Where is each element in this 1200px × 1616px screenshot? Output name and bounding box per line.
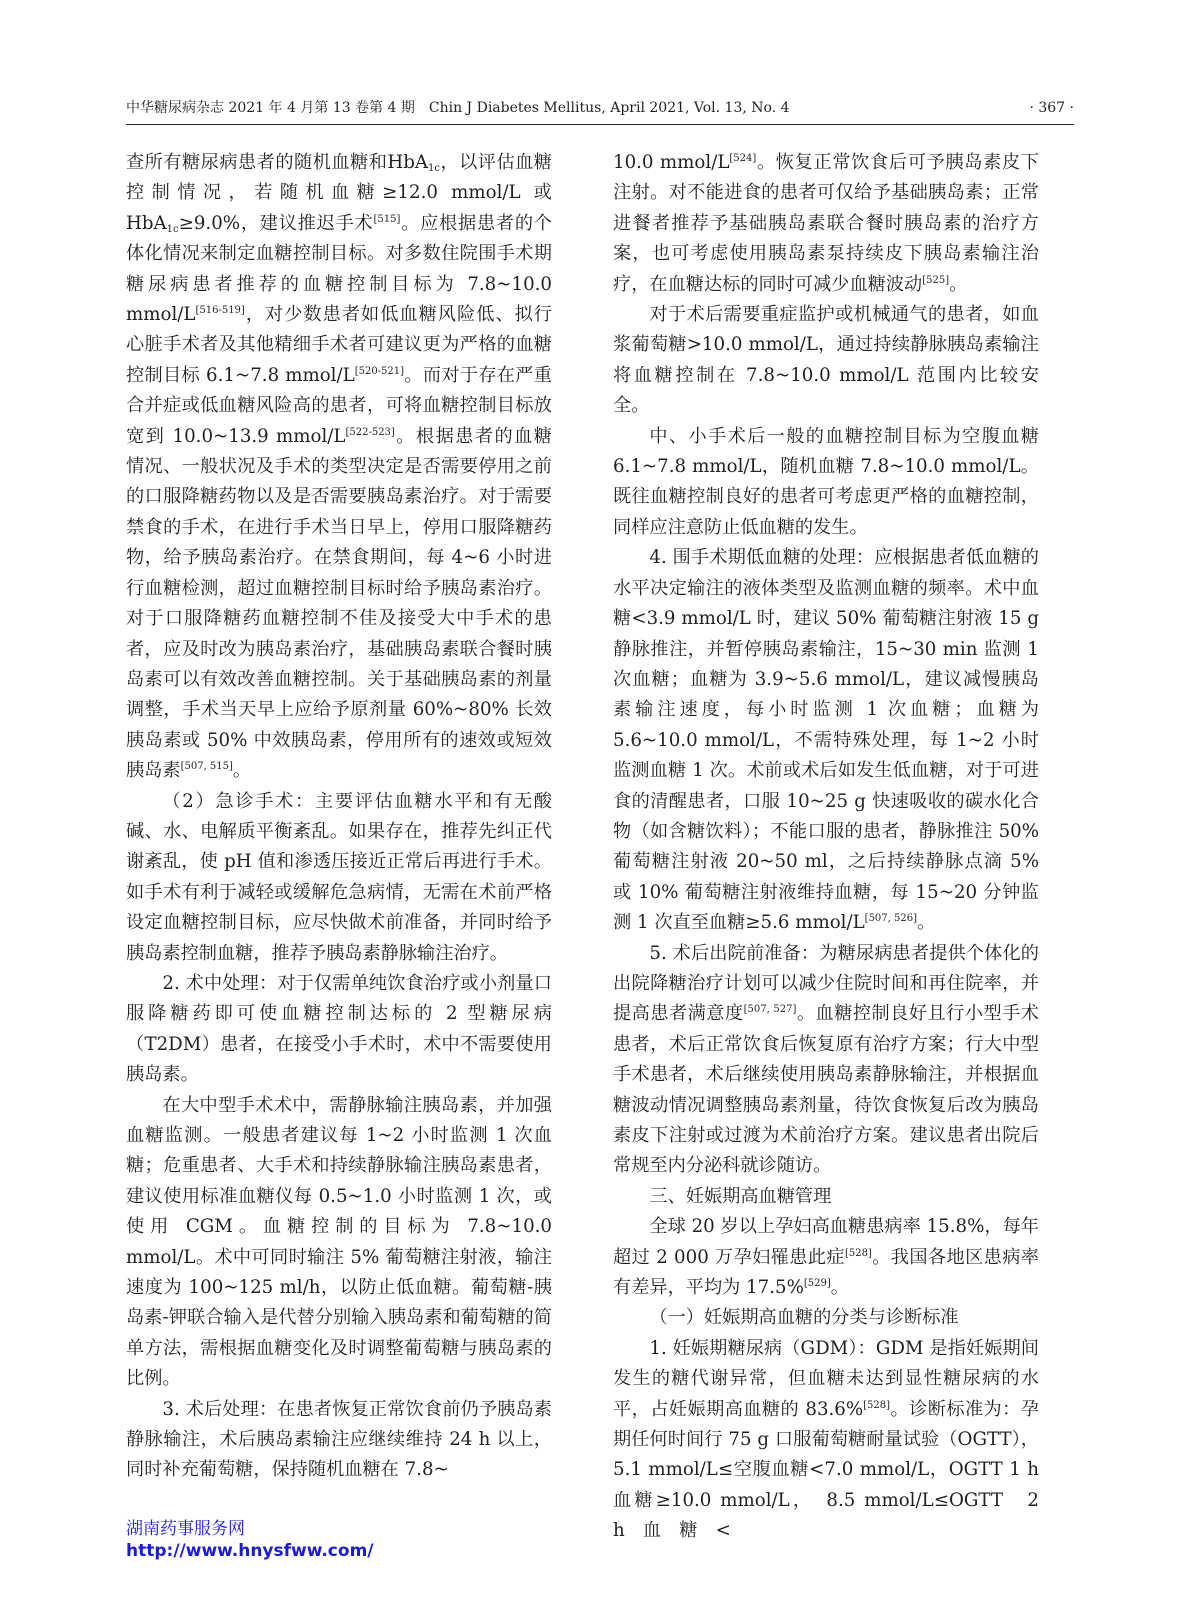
paragraph: （2）急诊手术：主要评估血糖水平和有无酸碱、水、电解质平衡紊乱。如果存在，推荐先纠正代谢紊乱，使 pH 值和渗透压接近正常后再进行手术。如手术有利于减轻或缓解危急病情，无需在术前严格设定血糖控制目标，应尽快做术前准备，并同时给予胰岛素控制血糖，推荐予胰岛素静脉输注治疗。 [126, 790, 552, 964]
citation-ref: [522-523] [345, 426, 395, 438]
citation-ref: [528] [863, 1399, 891, 1411]
paragraph: 对于术后需要重症监护或机械通气的患者，如血浆葡萄糖>10.0 mmol/L，通过持续静脉胰岛素输注将血糖控制在 7.8~10.0 mmol/L 范围内比较安全。 [613, 304, 1039, 417]
paragraph: 10.0 mmol/L[524]。恢复正常饮食后可予胰岛素皮下注射。对不能进食的患者可仅给予基础胰岛素；正常进餐者推荐予基础胰岛素联合餐时胰岛素的治疗方案，也可考虑使用胰岛素泵持续皮下胰岛素输注治疗，在血糖达标的同时可减少血糖波动[525]。 [613, 152, 1039, 295]
section-heading: 三、妊娠期高血糖管理 [649, 1185, 832, 1207]
paragraph: 5. 术后出院前准备：为糖尿病患者提供个体化的出院降糖治疗计划可以减少住院时间和再住院率，并提高患者满意度[507, 527]。血糖控制良好且行小型手术患者，术后正常饮食后恢复原有治疗方案；行大中型手术患者，术后继续使用胰岛素静脉输注，并根据血糖波动情况调整胰岛素剂量，待饮食恢复后改为胰岛素皮下注射或过渡为术前治疗方案。建议患者出院后常规至内分泌科就诊随访。 [613, 942, 1039, 1177]
citation-ref: [507, 526] [864, 913, 918, 925]
paragraph: 3. 术后处理：在患者恢复正常饮食前仍予胰岛素静脉输注，术后胰岛素输注应继续维持 24 h 以上，同时补充葡萄糖，保持随机血糖在 7.8~ [126, 1398, 552, 1481]
subsection-heading: （一）妊娠期高血糖的分类与诊断标准 [649, 1307, 959, 1329]
paragraph: 1. 妊娠期糖尿病（GDM）：GDM 是指妊娠期间发生的糖代谢异常，但血糖未达到显性糖尿病的水平，占妊娠期高血糖的 83.6%[528]。诊断标准为：孕期任何时间行 75 g 口服葡萄糖耐量试验（OGTT），5.1 mmol/L≤空腹血糖<7.0 mmol/L，OGTT 1 h 血糖≥10.0 mmol/L， 8.5 mmol/L≤OGTT 2 h 血 糖 < [613, 1337, 1058, 1542]
running-header [126, 96, 1074, 125]
paragraph: 中、小手术后一般的血糖控制目标为空腹血糖 6.1~7.8 mmol/L，随机血糖 7.8~10.0 mmol/L。既往血糖控制良好的患者可考虑更严格的血糖控制，同样应注意防止低血糖的发生。 [613, 425, 1039, 538]
citation-ref: [507, 527] [743, 1004, 797, 1016]
journal-citation: 中华糖尿病杂志 2021 年 4 月第 13 卷第 4 期 Chin J Diabetes Mellitus, April 2021, Vol. 13, No. 4 [126, 100, 790, 116]
site-name: 湖南药事服务网 [126, 1519, 245, 1539]
paragraph: 4. 围手术期低血糖的处理：应根据患者低血糖的水平决定输注的液体类型及监测血糖的频率。术中血糖<3.9 mmol/L 时，建议 50% 葡萄糖注射液 15 g 静脉推注，并暂停胰岛素输注，15~30 min 监测 1 次血糖；血糖为 3.9~5.6 mmol/L，建议减慢胰岛素输注速度，每小时监测 1 次血糖；血糖为 5.6~10.0 mmol/L，不需特殊处理，每 1~2 小时监测血糖 1 次。术前或术后如发生低血糖，对于可进食的清醒患者，口服 10~25 g 快速吸收的碳水化合物（如含糖饮料）；不能口服的患者，静脉推注 50% 葡萄糖注射液 20~50 ml，之后持续静脉点滴 5% 或 10% 葡萄糖注射液维持血糖，每 15~20 分钟监测 1 次直至血糖≥5.6 mmol/L[507, 526]。 [613, 547, 1039, 934]
citation-ref: [524] [729, 153, 757, 164]
watermark-footer [126, 1518, 374, 1562]
left-column [126, 148, 552, 1486]
citation-ref: [516-519] [195, 305, 245, 317]
citation-ref: [507, 515] [180, 761, 233, 773]
citation-ref: [528] [844, 1247, 872, 1259]
paragraph: 在大中型手术术中，需静脉输注胰岛素，并加强血糖监测。一般患者建议每 1~2 小时监测 1 次血糖；危重患者、大手术和持续静脉输注胰岛素患者，建议使用标准血糖仪每 0.5~1.0 小时监测 1 次，或使用 CGM。血糖控制的目标为 7.8~10.0 mmol/L。术中可同时输注 5% 葡萄糖注射液，输注速度为 100~125 ml/h，以防止低血糖。葡萄糖-胰岛素-钾联合输入是代替分别输入胰岛素和葡萄糖的简单方法，需根据血糖变化及时调整葡萄糖与胰岛素的比例。 [126, 1094, 552, 1390]
citation-ref: [529] [803, 1278, 831, 1290]
paragraph: 查所有糖尿病患者的随机血糖和HbA$_{1c}$，以评估血糖控制情况，若随机血糖≥12.0 mmol/L 或 HbA$_{1c}$≥9.0%，建议推迟手术[515]。应根据患者的个体化情况来制定血糖控制目标。对多数住院围手术期糖尿病患者推荐的血糖控制目标为 7.8~10.0 mmol/L[516-519]，对少数患者如低血糖风险低、拟行心脏手术者及其他精细手术者可建议更为严格的血糖控制目标 6.1~7.8 mmol/L[520-521]。而对于存在严重合并症或低血糖风险高的患者，可将血糖控制目标放宽到 10.0~13.9 mmol/L[522-523]。根据患者的血糖情况、一般状况及手术的类型决定是否需要停用之前的口服降糖药物以及是否需要胰岛素治疗。对于需要禁食的手术，在进行手术当日早上，停用口服降糖药物，给予胰岛素治疗。在禁食期间，每 4~6 小时进行血糖检测，超过血糖控制目标时给予胰岛素治疗。对于口服降糖药血糖控制不佳及接受大中手术的患者，应及时改为胰岛素治疗，基础胰岛素联合餐时胰岛素可以有效改善血糖控制。关于基础胰岛素的剂量调整，手术当天早上应给予原剂量 60%~80% 长效胰岛素或 50% 中效胰岛素，停用所有的速效或短效胰岛素[507, 515]。 [126, 152, 552, 782]
citation-ref: [520-521] [354, 365, 405, 377]
site-url[interactable]: http://www.hnysfww.com/ [126, 1541, 374, 1561]
paragraph: 2. 术中处理：对于仅需单纯饮食治疗或小剂量口服降糖药即可使血糖控制达标的 2 型糖尿病（T2DM）患者，在接受小手术时，术中不需要使用胰岛素。 [126, 972, 552, 1086]
citation-ref: [525] [922, 274, 950, 286]
citation-ref: [515] [373, 213, 401, 225]
right-column [613, 148, 1058, 1547]
page-number: · 367 · [1029, 100, 1074, 116]
paragraph: 全球 20 岁以上孕妇高血糖患病率 15.8%，每年超过 2 000 万孕妇罹患此症[528]。我国各地区患病率有差异，平均为 17.5%[529]。 [613, 1216, 1039, 1299]
